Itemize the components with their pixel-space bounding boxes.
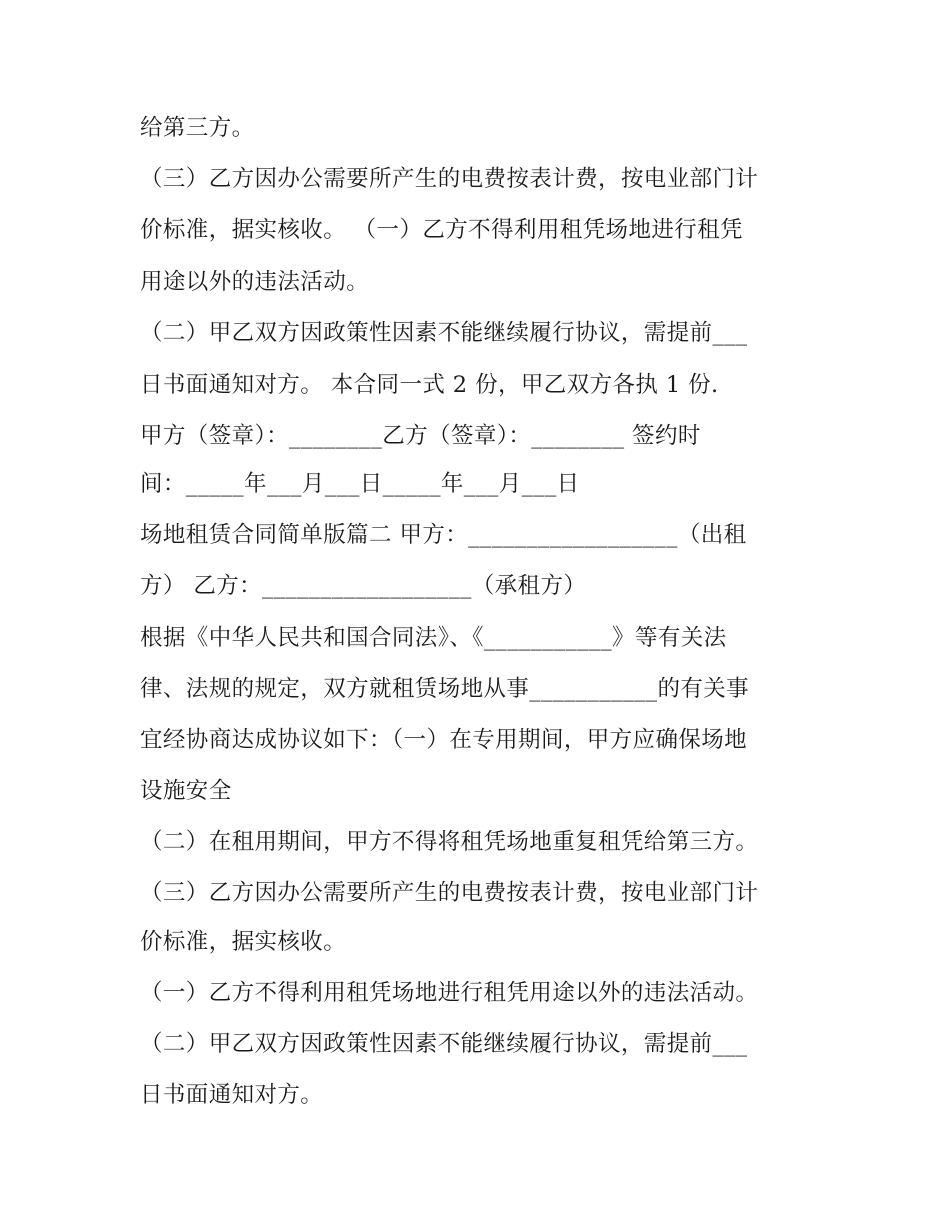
text-line: 用途以外的违法活动。 bbox=[140, 269, 370, 295]
text-line: （三）乙方因办公需要所产生的电费按表计费，按电业部门计 bbox=[140, 880, 759, 906]
text-line: 方） 乙方：__________________（承租方） bbox=[140, 573, 587, 599]
text-line: （二）甲乙双方因政策性因素不能继续履行协议，需提前___ bbox=[140, 1031, 748, 1057]
text-line: （三）乙方因办公需要所产生的电费按表计费，按电业部门计 bbox=[140, 166, 759, 192]
text-line: 宜经协商达成协议如下：（一）在专用期间，甲方应确保场地 bbox=[140, 727, 748, 753]
text-line: 价标准，据实核收。 （一）乙方不得利用租凭场地进行租凭 bbox=[140, 217, 743, 243]
text-line: 给第三方。 bbox=[140, 115, 255, 141]
text-line: （二）甲乙双方因政策性因素不能继续履行协议，需提前___ bbox=[140, 320, 748, 346]
text-line: 设施安全 bbox=[140, 778, 232, 804]
text-line: （二）在租用期间，甲方不得将租凭场地重复租凭给第三方。 bbox=[140, 829, 759, 855]
text-line: 甲方（签章）：________乙方（签章）：________ 签约时 bbox=[140, 423, 701, 449]
text-line: 根据《中华人民共和国合同法》、《___________》等有关法 bbox=[140, 625, 727, 651]
text-line: （一）乙方不得利用租凭场地进行租凭用途以外的违法活动。 bbox=[140, 980, 759, 1006]
text-line: 间：_____年___月___日_____年___月___日 bbox=[140, 471, 580, 497]
text-line: 场地租赁合同简单版篇二 甲方：__________________（出租 bbox=[140, 522, 747, 548]
text-line: 律、法规的规定，双方就租赁场地从事___________的有关事 bbox=[140, 676, 750, 702]
text-line: 价标准，据实核收。 bbox=[140, 929, 347, 955]
text-line: 日书面通知对方。 bbox=[140, 1082, 324, 1108]
text-line: 日书面通知对方。 本合同一式 2 份，甲乙双方各执 1 份. bbox=[140, 372, 719, 398]
